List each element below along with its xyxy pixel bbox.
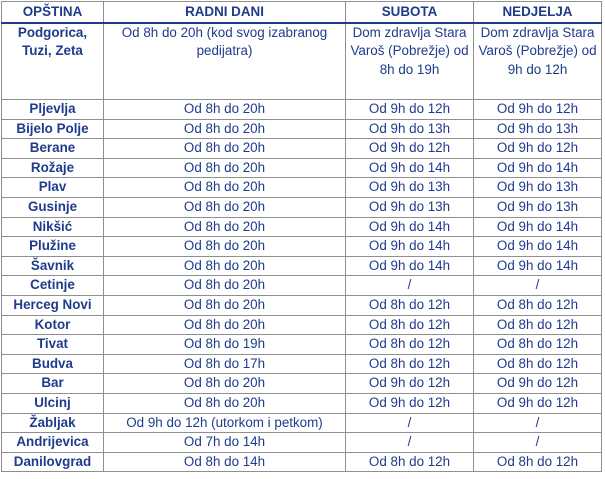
sunday-cell: Od 9h do 14h [474, 158, 602, 178]
weekdays-cell: Od 8h do 20h [104, 197, 346, 217]
saturday-cell: Od 9h do 14h [346, 158, 474, 178]
sunday-cell: / [474, 433, 602, 453]
saturday-cell: Od 8h do 12h [346, 452, 474, 472]
saturday-cell: Od 9h do 14h [346, 237, 474, 257]
table-row [2, 237, 602, 257]
header-weekdays: RADNI DANI [104, 2, 346, 24]
municipality-cell: Bijelo Polje [2, 119, 104, 139]
municipality-cell: Tivat [2, 335, 104, 355]
table-row [2, 374, 602, 394]
table-row [2, 335, 602, 355]
table-row [2, 256, 602, 276]
table-row [2, 315, 602, 335]
table-row [2, 276, 602, 296]
saturday-cell: Od 9h do 13h [346, 178, 474, 198]
saturday-cell: Od 9h do 13h [346, 197, 474, 217]
table-row [2, 119, 602, 139]
table-row [2, 295, 602, 315]
municipality-cell: Berane [2, 139, 104, 159]
weekdays-cell: Od 8h do 20h [104, 158, 346, 178]
municipality-cell: Žabljak [2, 413, 104, 433]
header-row [2, 2, 602, 24]
weekdays-cell: Od 8h do 20h [104, 393, 346, 413]
sunday-cell: Od 9h do 14h [474, 237, 602, 257]
municipality-cell: Budva [2, 354, 104, 374]
weekdays-cell: Od 8h do 17h [104, 354, 346, 374]
weekdays-cell: Od 8h do 20h [104, 100, 346, 120]
municipality-cell: Rožaje [2, 158, 104, 178]
sunday-cell: Od 8h do 12h [474, 354, 602, 374]
saturday-cell: Od 8h do 12h [346, 335, 474, 355]
table-row [2, 178, 602, 198]
municipality-cell: Podgorica, Tuzi, Zeta [2, 23, 104, 100]
sunday-cell: Od 8h do 12h [474, 295, 602, 315]
weekdays-cell: Od 8h do 20h [104, 256, 346, 276]
municipality-cell: Šavnik [2, 256, 104, 276]
saturday-cell: Od 9h do 12h [346, 374, 474, 394]
weekdays-cell: Od 8h do 14h [104, 452, 346, 472]
sunday-cell: Od 8h do 12h [474, 335, 602, 355]
saturday-cell: / [346, 276, 474, 296]
weekdays-cell: Od 8h do 20h (kod svog izabranog pedijatra) [104, 23, 346, 100]
sunday-cell: Od 9h do 12h [474, 374, 602, 394]
saturday-cell: Od 9h do 12h [346, 139, 474, 159]
weekdays-cell: Od 8h do 20h [104, 217, 346, 237]
saturday-cell: Od 9h do 12h [346, 100, 474, 120]
saturday-cell: Od 9h do 14h [346, 256, 474, 276]
sunday-cell: Od 9h do 12h [474, 139, 602, 159]
header-municipality: OPŠTINA [2, 2, 104, 24]
table-body [2, 23, 602, 472]
saturday-cell: Od 8h do 12h [346, 354, 474, 374]
weekdays-cell: Od 9h do 12h (utorkom i petkom) [104, 413, 346, 433]
sunday-cell: Od 8h do 12h [474, 452, 602, 472]
sunday-cell: Od 9h do 14h [474, 256, 602, 276]
municipality-cell: Herceg Novi [2, 295, 104, 315]
municipality-cell: Nikšić [2, 217, 104, 237]
saturday-cell: / [346, 433, 474, 453]
saturday-cell: Od 8h do 12h [346, 315, 474, 335]
weekdays-cell: Od 8h do 20h [104, 295, 346, 315]
header-saturday: SUBOTA [346, 2, 474, 24]
sunday-cell: Od 8h do 12h [474, 315, 602, 335]
table-row [2, 452, 602, 472]
municipality-cell: Ulcinj [2, 393, 104, 413]
municipality-cell: Pljevlja [2, 100, 104, 120]
weekdays-cell: Od 8h do 20h [104, 119, 346, 139]
municipality-cell: Kotor [2, 315, 104, 335]
table-row [2, 139, 602, 159]
table-row [2, 217, 602, 237]
sunday-cell: / [474, 276, 602, 296]
table-row [2, 354, 602, 374]
table-row [2, 158, 602, 178]
saturday-cell: / [346, 413, 474, 433]
saturday-cell: Od 9h do 12h [346, 393, 474, 413]
sunday-cell: / [474, 413, 602, 433]
weekdays-cell: Od 8h do 20h [104, 374, 346, 394]
sunday-cell: Od 9h do 12h [474, 393, 602, 413]
table-row [2, 23, 602, 100]
sunday-cell: Od 9h do 12h [474, 100, 602, 120]
weekdays-cell: Od 7h do 14h [104, 433, 346, 453]
municipality-cell: Gusinje [2, 197, 104, 217]
municipality-cell: Bar [2, 374, 104, 394]
sunday-cell: Dom zdravlja Stara Varoš (Pobrežje) od 9h do 12h [474, 23, 602, 100]
weekdays-cell: Od 8h do 19h [104, 335, 346, 355]
schedule-table [1, 1, 602, 472]
table-row [2, 393, 602, 413]
municipality-cell: Cetinje [2, 276, 104, 296]
sunday-cell: Od 9h do 13h [474, 178, 602, 198]
table-row [2, 100, 602, 120]
table-row [2, 413, 602, 433]
municipality-cell: Danilovgrad [2, 452, 104, 472]
sunday-cell: Od 9h do 13h [474, 197, 602, 217]
saturday-cell: Dom zdravlja Stara Varoš (Pobrežje) od 8h do 19h [346, 23, 474, 100]
header-sunday: NEDJELJA [474, 2, 602, 24]
weekdays-cell: Od 8h do 20h [104, 315, 346, 335]
weekdays-cell: Od 8h do 20h [104, 237, 346, 257]
municipality-cell: Plav [2, 178, 104, 198]
municipality-cell: Plužine [2, 237, 104, 257]
saturday-cell: Od 9h do 14h [346, 217, 474, 237]
weekdays-cell: Od 8h do 20h [104, 178, 346, 198]
saturday-cell: Od 9h do 13h [346, 119, 474, 139]
sunday-cell: Od 9h do 13h [474, 119, 602, 139]
table-row [2, 433, 602, 453]
sunday-cell: Od 9h do 14h [474, 217, 602, 237]
weekdays-cell: Od 8h do 20h [104, 276, 346, 296]
table-row [2, 197, 602, 217]
municipality-cell: Andrijevica [2, 433, 104, 453]
weekdays-cell: Od 8h do 20h [104, 139, 346, 159]
saturday-cell: Od 8h do 12h [346, 295, 474, 315]
